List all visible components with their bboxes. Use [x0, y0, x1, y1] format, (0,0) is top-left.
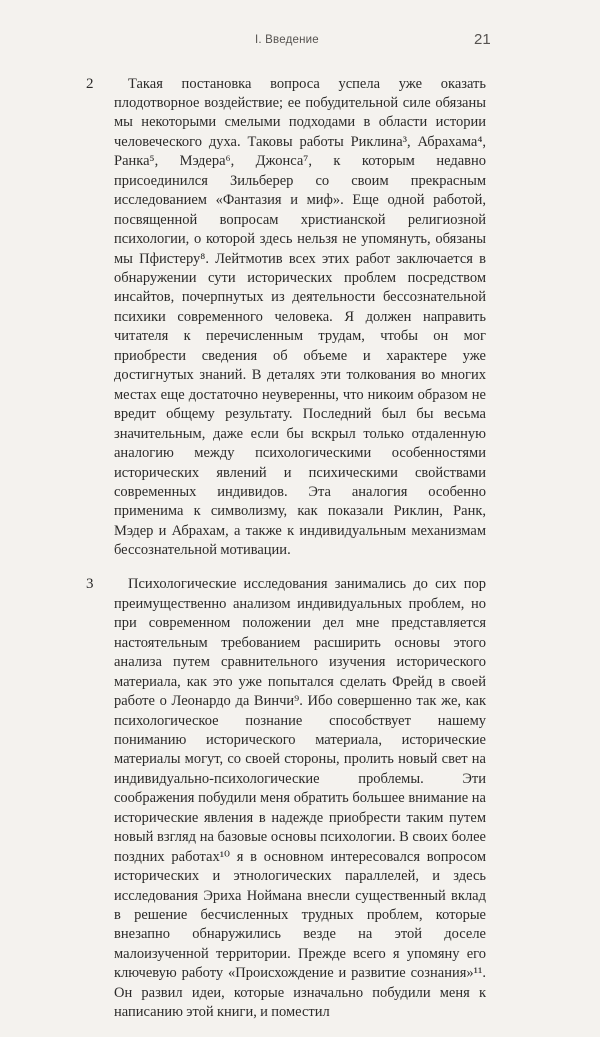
paragraph-number: 3 — [86, 576, 94, 593]
paragraph-text: Психологические исследования занимались до сих пор преимущественно анализом индивидуальных проблем, но при современном положении дел мне представляется настоятельным требованием расширить основы этого анализа путем сравнительного изучения исторического материала, как это уже попытался сделать Фрейд в своей работе о Леонардо да Винчи⁹. Ибо совершенно так же, как психологическое познание способствует нашему пониманию исторического материала, исторические материалы могут, со своей стороны, пролить новый свет на индивидуально-психологические проблемы. Эти соображения побудили меня обратить большее внимание на исторические явления в надежде приобрести таким путем новый взгляд на базовые основы психологии. В своих более поздних работах¹⁰ я в основном интересовался вопросом исторических и этнологических параллелей, и здесь исследования Эриха Ноймана внесли существенный вклад в решение бесчисленных трудных проблем, которые внезапно обнаружились везде на этой доселе малоизученной территории. Прежде всего я упомяну его ключевую работу «Происхождение и развитие сознания»¹¹. Он развил идеи, которые изначально побудили меня к написанию этой книги, и поместил — [114, 576, 486, 1021]
page-header — [0, 28, 600, 50]
page-body — [0, 60, 600, 1037]
running-head: I. Введение — [255, 34, 319, 46]
paragraph-2 — [0, 75, 600, 561]
paragraph-text: Такая постановка вопроса успела уже оказать плодотворное воздействие; ее побудительной силе обязаны мы некоторыми смелыми подходами в области истории человеческого духа. Таковы работы Риклина³, Абрахама⁴, Ранка⁵, Мэдера⁶, Джонса⁷, к которым недавно присоединился Зильберер со своим прекрасным исследованием «Фантазия и миф». Еще одной работой, посвященной вопросам христианской религиозной психологии, о которой здесь нельзя не упомянуть, обязаны мы Пфистеру⁸. Лейтмотив всех этих работ заключается в обнаружении сути исторических проблем посредством инсайтов, почерпнутых из деятельности бессознательной психики современного человека. Я должен направить читателя к перечисленным трудам, чтобы он мог приобрести сведения об объеме и характере уже достигнутых знаний. В деталях эти толкования во многих местах еще достаточно неуверенны, что никоим образом не вредит общему результату. Последний был бы весьма значительным, даже если бы вскрыл только отдаленную аналогию между психологическими особенностями исторических явлений и психическими свойствами современных индивидов. Эта аналогия особенно применима к символизму, как показали Риклин, Ранк, Мэдер и Абрахам, а также к индивидуальным механизмам бессознательной мотивации. — [114, 75, 486, 559]
paragraph-number: 2 — [86, 75, 94, 92]
paragraph-3 — [0, 575, 600, 1022]
page-number: 21 — [474, 31, 491, 48]
